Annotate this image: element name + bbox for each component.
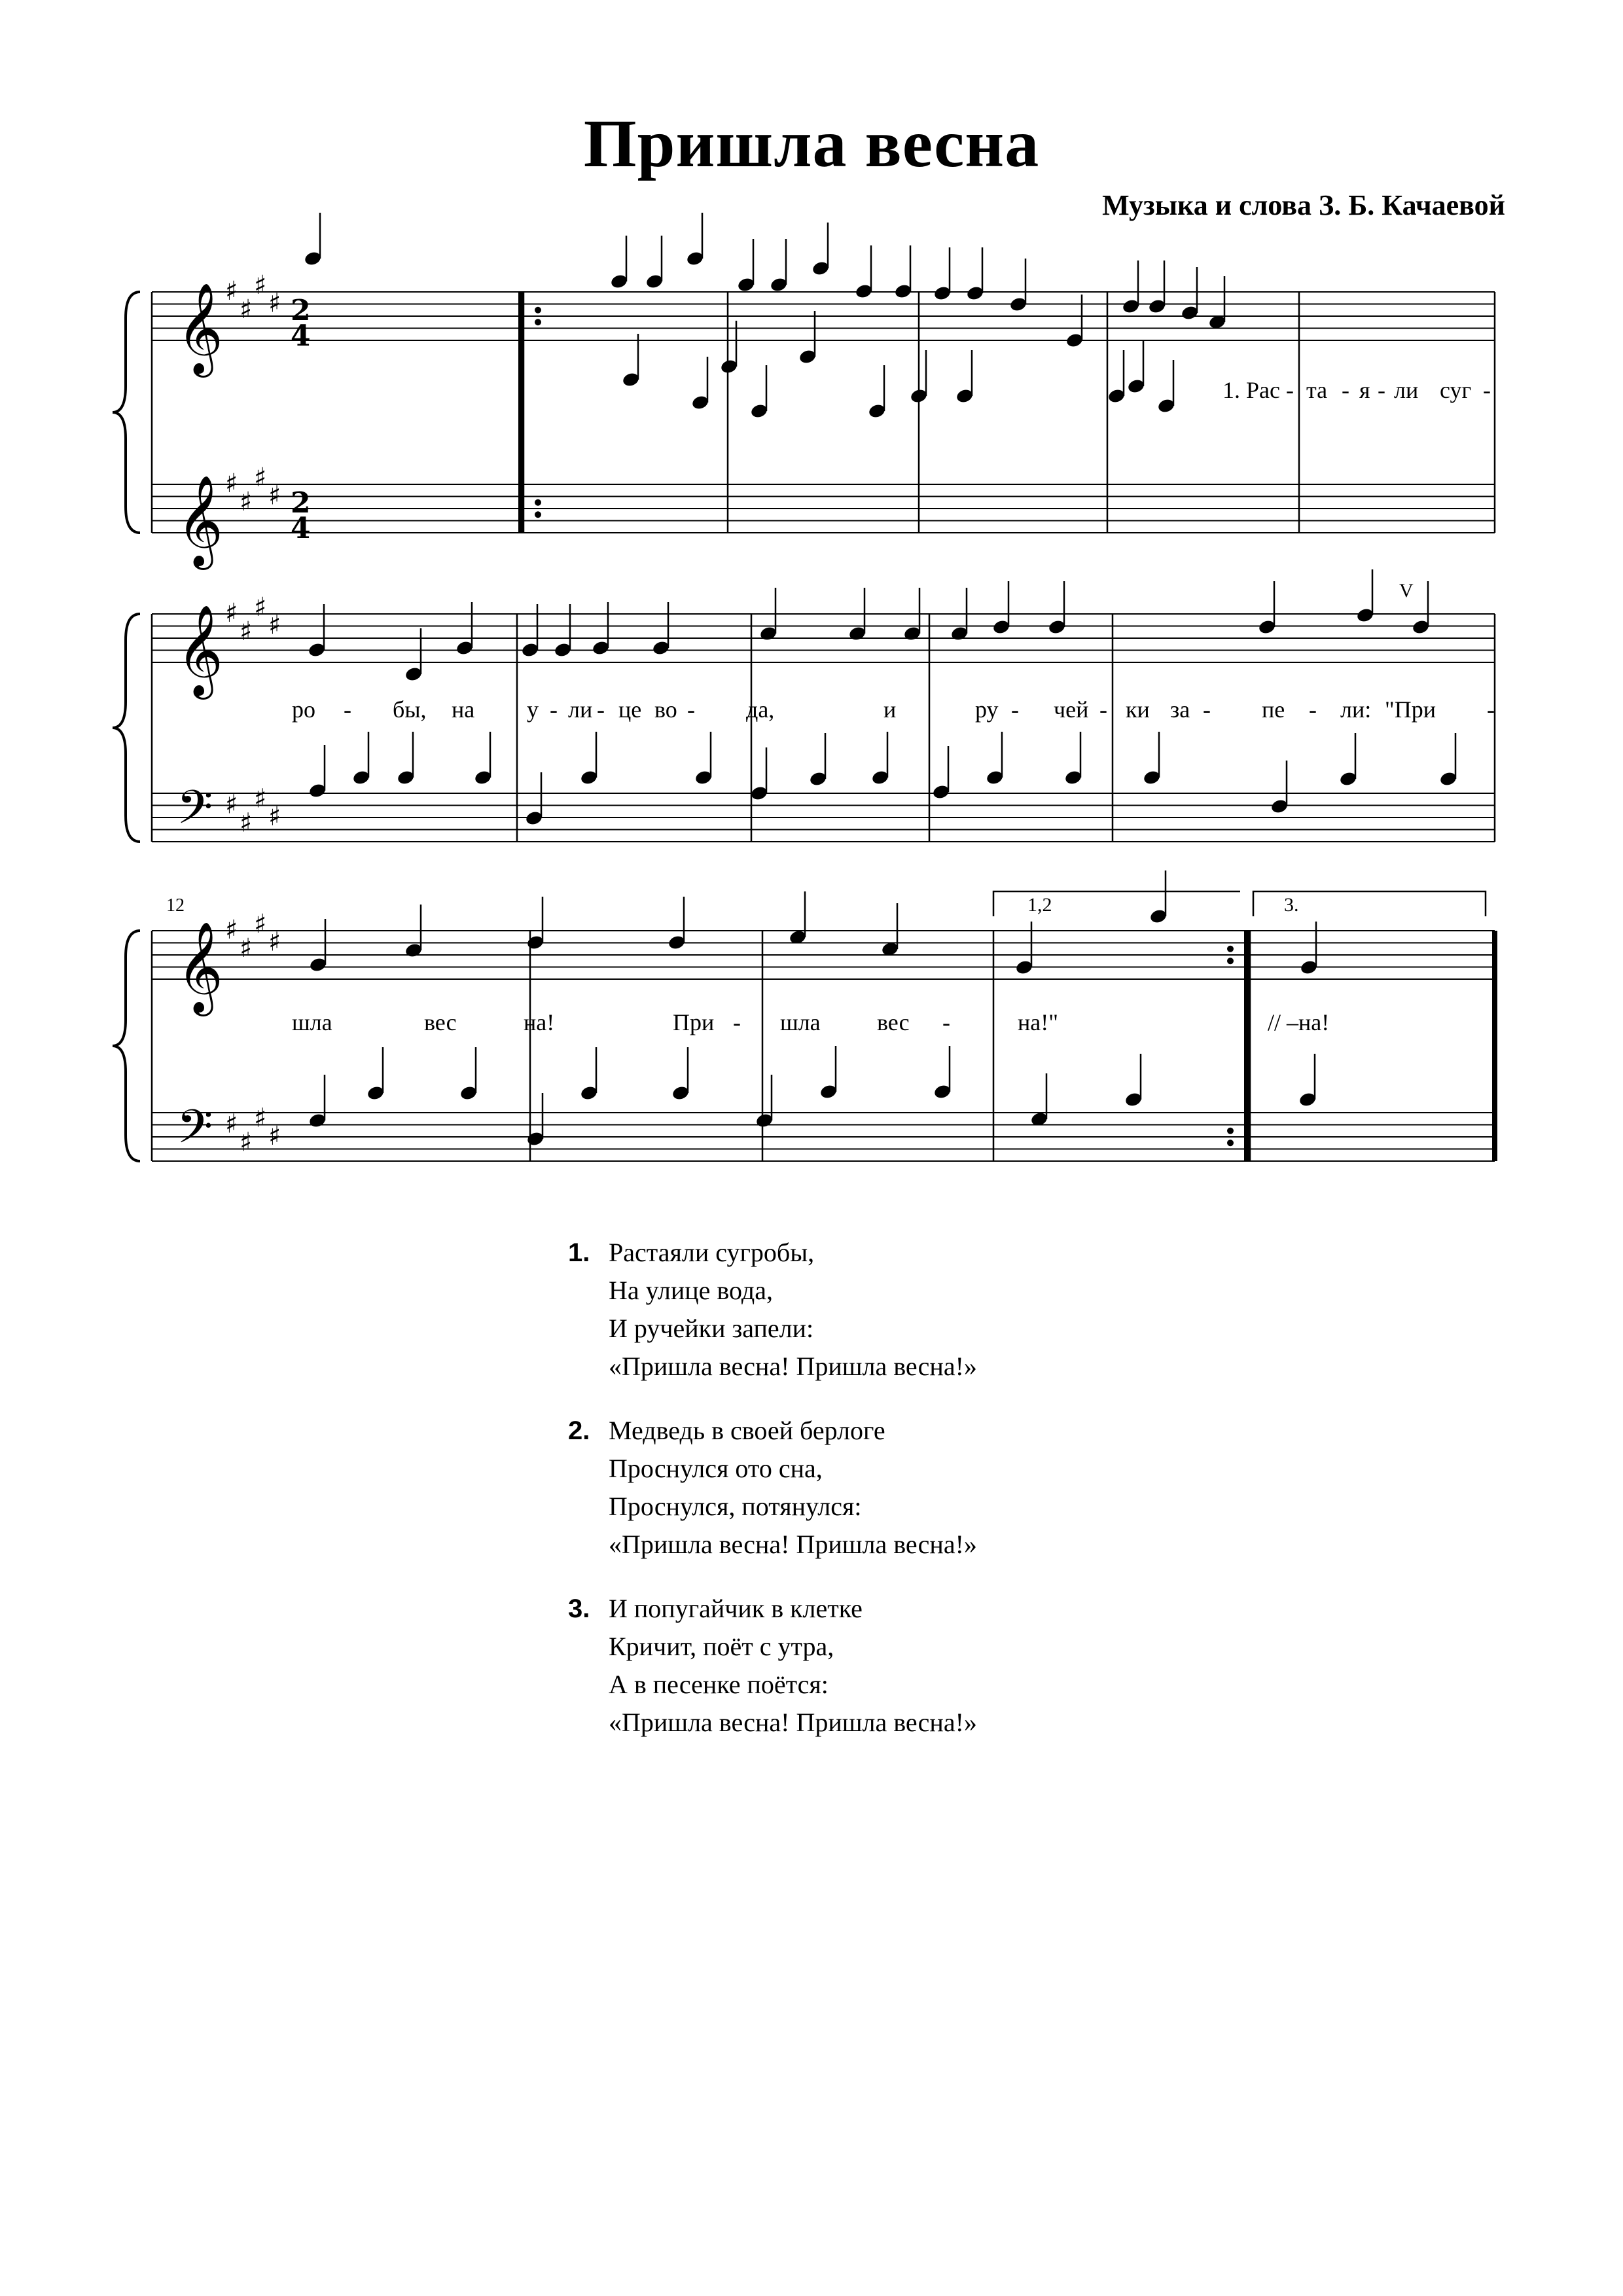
lyric-hyphen: - xyxy=(1483,377,1491,403)
lyrics-row-1 xyxy=(1222,377,1491,403)
lyric-syllable: чей xyxy=(1054,696,1089,723)
sharp-sign: ♯ xyxy=(268,288,281,319)
repeat-dot xyxy=(535,307,541,314)
time-signature-bottom: 4 xyxy=(291,512,311,545)
verse-line: Медведь в своей берлоге xyxy=(609,1416,885,1445)
verse-line: «Пришла весна! Пришла весна!» xyxy=(609,1708,977,1737)
verse-line: А в песенке поётся: xyxy=(609,1670,829,1699)
lyric-syllable: та xyxy=(1306,377,1328,403)
lyric-syllable: це xyxy=(618,696,642,723)
sharp-sign: ♯ xyxy=(254,592,267,622)
verse-line: И ручейки запели: xyxy=(609,1314,814,1343)
sharp-sign: ♯ xyxy=(268,802,281,832)
verse-number: 2. xyxy=(568,1416,590,1445)
lyric-hyphen: - xyxy=(1203,696,1211,723)
verse-line: Проснулся, потянулся: xyxy=(609,1492,862,1521)
verse-line: Кричит, поёт с утра, xyxy=(609,1632,834,1661)
sharp-sign: ♯ xyxy=(240,933,253,963)
verse-2 xyxy=(568,1412,977,1564)
lyric-syllable: ру xyxy=(975,696,999,723)
lyric-hyphen: - xyxy=(550,696,558,723)
sharp-sign: ♯ xyxy=(268,480,281,511)
sharp-sign: ♯ xyxy=(254,270,267,300)
sharp-sign: ♯ xyxy=(225,276,238,306)
verse-line: Растаяли сугробы, xyxy=(609,1238,815,1267)
lyric-syllable: 1. Рас xyxy=(1222,377,1280,403)
composer-credit: Музыка и слова З. Б. Качаевой xyxy=(1102,189,1505,221)
verses-block xyxy=(568,1234,977,1768)
measure-number: 12 xyxy=(166,895,185,916)
sharp-sign: ♯ xyxy=(225,789,238,820)
bass-clef: 𝄢 xyxy=(177,780,213,846)
sharp-sign: ♯ xyxy=(225,1109,238,1139)
volta-label-3: 3. xyxy=(1284,894,1299,916)
sharp-sign: ♯ xyxy=(268,1121,281,1151)
song-title: Пришла весна xyxy=(583,106,1040,181)
lyric-syllable: на!" xyxy=(1018,1009,1058,1035)
repeat-dot xyxy=(1227,958,1234,964)
time-signature-bottom: 4 xyxy=(291,319,311,353)
time-signature-top: 2 xyxy=(291,294,311,327)
lyric-syllable: и xyxy=(883,696,897,723)
sharp-sign: ♯ xyxy=(240,1127,253,1158)
lyric-syllable: вес xyxy=(877,1009,910,1035)
system-brace xyxy=(113,614,140,842)
verse-line: Проснулся ото сна, xyxy=(609,1454,823,1483)
verse-1 xyxy=(568,1234,977,1386)
lyric-syllable: ли xyxy=(568,696,593,723)
lyric-syllable: во xyxy=(654,696,677,723)
lyric-hyphen: - xyxy=(1378,377,1385,403)
verse-number: 3. xyxy=(568,1594,590,1623)
lyric-syllable: бы, xyxy=(393,696,427,723)
lyrics-row-2 xyxy=(292,696,1495,723)
sharp-sign: ♯ xyxy=(254,908,267,939)
sharp-sign: ♯ xyxy=(254,1103,267,1134)
lyric-syllable: на! xyxy=(524,1009,555,1035)
sharp-sign: ♯ xyxy=(240,808,253,838)
lyric-hyphen: - xyxy=(1011,696,1019,723)
verse-lines xyxy=(609,1590,977,1742)
sharp-sign: ♯ xyxy=(225,469,238,499)
lyric-syllable: "При xyxy=(1385,696,1436,723)
verse-number: 1. xyxy=(568,1238,590,1267)
lyric-syllable: шла xyxy=(292,1009,332,1035)
lyric-syllable: я xyxy=(1359,377,1370,403)
treble-clef: 𝄞 xyxy=(177,475,223,566)
lyric-syllable: у xyxy=(527,696,539,723)
verse-line: И попугайчик в клетке xyxy=(609,1594,863,1623)
lyric-hyphen: - xyxy=(1286,377,1294,403)
system-brace xyxy=(113,931,140,1161)
repeat-dot xyxy=(535,511,541,518)
lyric-hyphen: - xyxy=(344,696,351,723)
notes-layer xyxy=(304,213,1458,1147)
verse-lines xyxy=(609,1412,977,1564)
repeat-dot xyxy=(1227,1128,1234,1134)
volta-label-1-2: 1,2 xyxy=(1027,894,1052,916)
sharp-sign: ♯ xyxy=(268,927,281,958)
repeat-dot xyxy=(1227,946,1234,952)
verse-line: На улице вода, xyxy=(609,1276,773,1305)
lyric-hyphen: - xyxy=(1309,696,1317,723)
verse-3 xyxy=(568,1590,977,1742)
lyric-syllable: ро xyxy=(292,696,315,723)
repeat-dot xyxy=(535,499,541,506)
lyric-syllable: // –на! xyxy=(1268,1009,1330,1035)
time-signature-top: 2 xyxy=(291,486,311,520)
breath-mark: V xyxy=(1399,580,1414,601)
sharp-sign: ♯ xyxy=(268,610,281,641)
sharp-sign: ♯ xyxy=(240,616,253,647)
lyric-hyphen: - xyxy=(942,1009,950,1035)
repeat-dot xyxy=(535,319,541,325)
verse-lines xyxy=(609,1234,977,1386)
lyric-hyphen: - xyxy=(1099,696,1107,723)
lyric-hyphen: - xyxy=(733,1009,741,1035)
lyric-hyphen: - xyxy=(1342,377,1349,403)
lyric-syllable: да, xyxy=(746,696,775,723)
lyric-syllable: При xyxy=(673,1009,715,1035)
verse-line: «Пришла весна! Пришла весна!» xyxy=(609,1530,977,1559)
lyric-syllable: за xyxy=(1170,696,1190,723)
lyric-hyphen: - xyxy=(1487,696,1495,723)
sharp-sign: ♯ xyxy=(225,598,238,628)
sharp-sign: ♯ xyxy=(254,783,267,814)
system-brace xyxy=(113,292,140,533)
lyric-syllable: пе xyxy=(1262,696,1285,723)
lyric-hyphen: - xyxy=(687,696,695,723)
verse-line: «Пришла весна! Пришла весна!» xyxy=(609,1352,977,1381)
sharp-sign: ♯ xyxy=(240,486,253,517)
lyrics-row-3 xyxy=(292,1009,1329,1035)
lyric-syllable: суг xyxy=(1440,377,1472,403)
treble-clef: 𝄞 xyxy=(177,922,223,1013)
sharp-sign: ♯ xyxy=(254,462,267,493)
lyric-syllable: шла xyxy=(780,1009,821,1035)
lyric-syllable: ли: xyxy=(1340,696,1372,723)
lyric-syllable: ки xyxy=(1126,696,1150,723)
treble-clef: 𝄞 xyxy=(177,605,223,696)
bass-clef: 𝄢 xyxy=(177,1100,213,1166)
lyric-syllable: вес xyxy=(424,1009,457,1035)
lyric-hyphen: - xyxy=(597,696,605,723)
sharp-sign: ♯ xyxy=(225,915,238,945)
treble-clef: 𝄞 xyxy=(177,283,223,374)
lyric-syllable: ли xyxy=(1394,377,1419,403)
repeat-dot xyxy=(1227,1139,1234,1146)
lyric-syllable: на xyxy=(452,696,475,723)
sharp-sign: ♯ xyxy=(240,294,253,325)
